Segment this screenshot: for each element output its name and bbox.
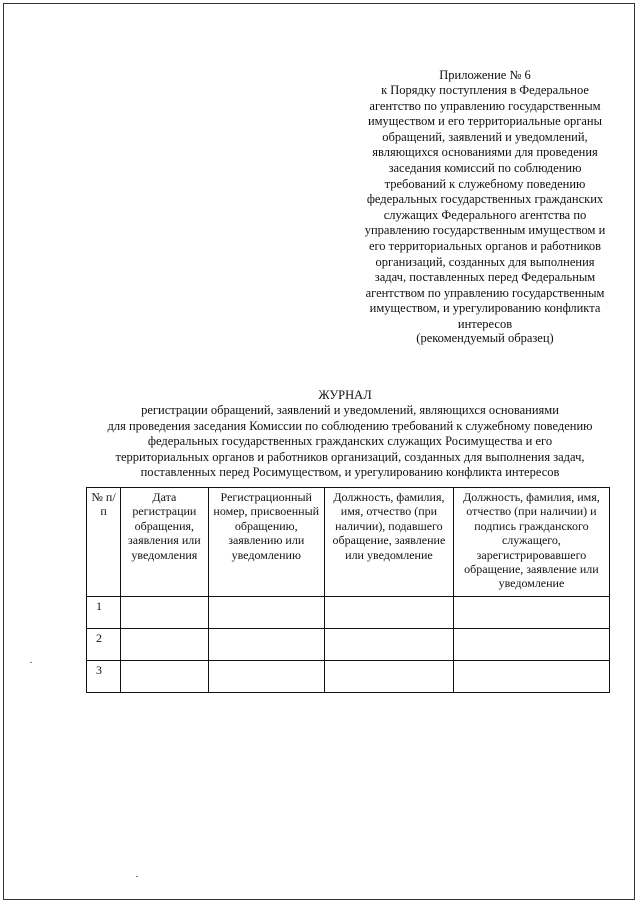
annex-line: организаций, созданных для выполнения (375, 254, 595, 269)
header-applicant: Должность, фамилия, имя, отчество (при наличии), подавшего обращение, заявление или уведомление (324, 488, 453, 597)
annex-line: федеральных государственных гражданских (366, 192, 604, 207)
header-registration-number: Регистрационный номер, присвоенный обращению, заявлению или уведомлению (208, 488, 324, 597)
header-number: № п/п (87, 488, 121, 597)
table-row (87, 597, 610, 629)
annex-line: агентство по управлению государственным (369, 98, 601, 113)
annex-line: его территориальных органов и работников (368, 238, 602, 253)
annex-line: заседания комиссий по соблюдению (388, 160, 582, 175)
annex-description (350, 83, 620, 333)
table-cell (324, 597, 453, 629)
recommended-sample-note: (рекомендуемый образец) (416, 331, 554, 345)
header-registrar: Должность, фамилия, имя, отчество (при наличии) и подпись гражданского служащего, зарегистрировавшего обращение, заявление или уведомление (453, 488, 609, 597)
row-number: 2 (87, 629, 121, 661)
table-row (87, 629, 610, 661)
table-cell (208, 597, 324, 629)
annex-line: интересов (457, 316, 513, 331)
table-cell (453, 597, 609, 629)
table-cell (208, 629, 324, 661)
annex-line: обращений, заявлений и уведомлений, (382, 129, 588, 144)
table-cell (324, 661, 453, 693)
annex-line: агентством по управлению государственным (365, 285, 605, 300)
journal-title: ЖУРНАЛ (318, 388, 372, 402)
header-registration-date: Дата регистрации обращения, заявления или уведомления (121, 488, 208, 597)
journal-subtitle-line: территориальных органов и работников организаций, созданных для выполнения задач, (115, 449, 585, 464)
scan-speck (136, 876, 138, 877)
row-number: 3 (87, 661, 121, 693)
table-cell (121, 597, 208, 629)
journal-subtitle-line: федеральных государственных гражданских служащих Росимущества и его (147, 434, 553, 449)
table-cell (453, 661, 609, 693)
table-cell (208, 661, 324, 693)
annex-line: задач, поставленных перед Федеральным (374, 270, 596, 285)
table-row (87, 661, 610, 693)
annex-line: имуществом и его территориальные органы (367, 114, 603, 129)
scan-speck (30, 662, 32, 663)
table-cell (121, 661, 208, 693)
table-cell (121, 629, 208, 661)
annex-line: к Порядку поступления в Федеральное (381, 83, 589, 97)
journal-subtitle-line: регистрации обращений, заявлений и уведомлений, являющихся основаниями (141, 403, 559, 417)
row-number: 1 (87, 597, 121, 629)
register-table (86, 487, 610, 693)
annex-line: управлению государственным имуществом и (364, 223, 606, 238)
journal-subtitle (70, 403, 630, 481)
annex-line: служащих Федерального агентства по (383, 207, 587, 222)
annex-line: имуществом, и урегулированию конфликта (369, 301, 601, 316)
annex-line: являющихся основаниями для проведения (372, 145, 598, 160)
table-header-row (87, 488, 610, 597)
journal-subtitle-line: поставленных перед Росимуществом, и урегулированию конфликта интересов (140, 465, 560, 480)
annex-line: требований к служебному поведению (384, 176, 586, 191)
table-cell (453, 629, 609, 661)
table-cell (324, 629, 453, 661)
journal-subtitle-line: для проведения заседания Комиссии по соблюдению требований к служебному поведению (107, 418, 593, 433)
annex-title: Приложение № 6 (439, 68, 531, 82)
